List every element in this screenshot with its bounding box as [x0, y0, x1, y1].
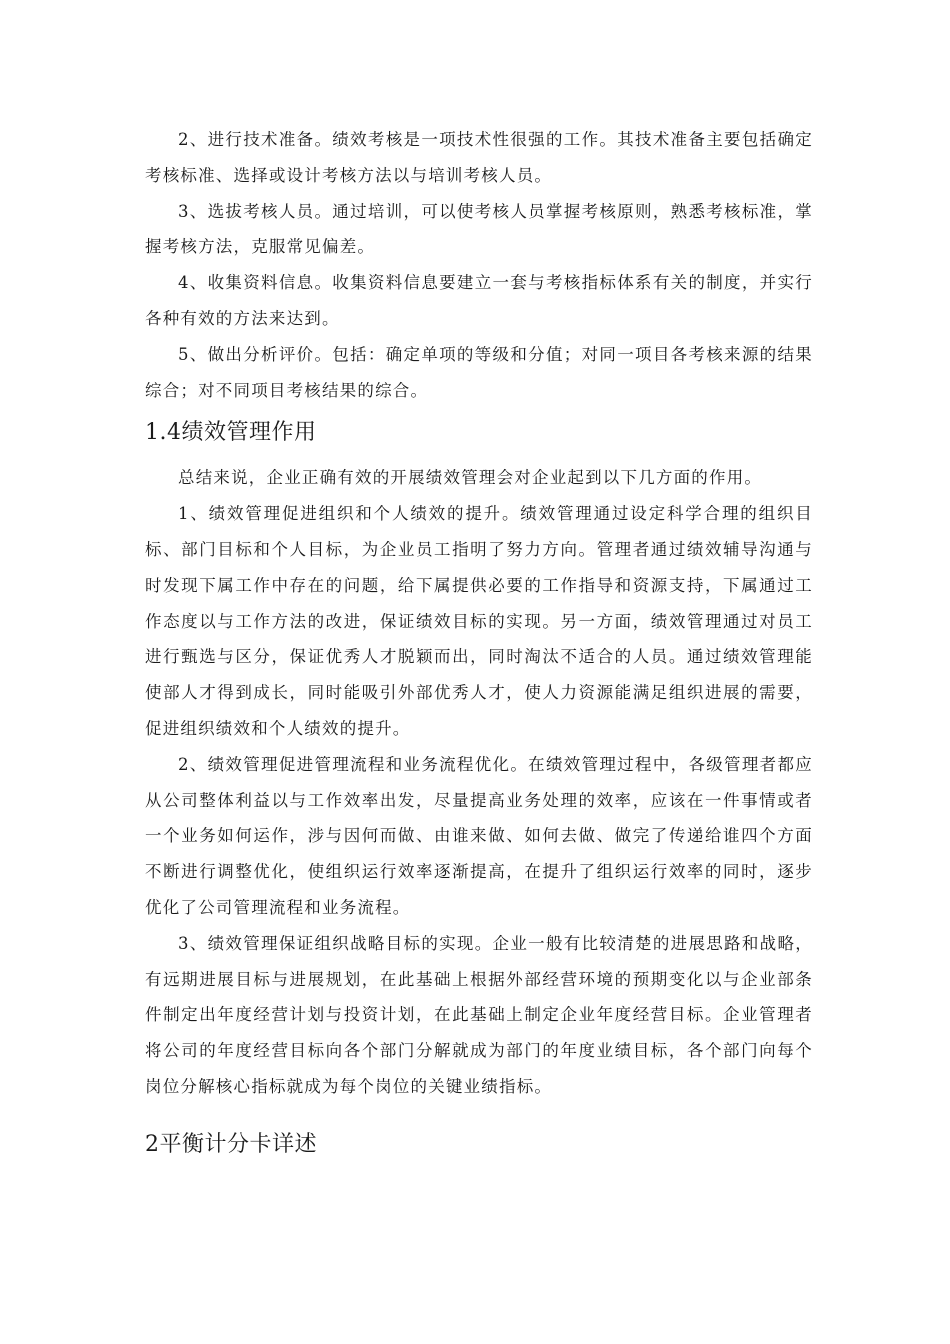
section-heading-1-4: 1.4绩效管理作用 — [145, 420, 317, 446]
paragraph-summary: 总结来说，企业正确有效的开展绩效管理会对企业起到以下几方面的作用。 — [178, 468, 763, 488]
document-page — [145, 122, 813, 1165]
paragraph-process-optimization: 2、绩效管理促进管理流程和业务流程优化。在绩效管理过程中，各级管理者都应从公司整体利益以与工作效率出发，尽量提高业务处理的效率，应该在一件事情或者一个业务如何运作，涉与因何而做、由谁来做、如何去做、做完了传递给谁四个方面不断进行调整优化，使组织运行效率逐渐提高，在提升了组织运行效率的同时，逐步优化了公司管理流程和业务流程。 — [145, 754, 813, 917]
paragraph-collect-information: 4、收集资料信息。收集资料信息要建立一套与考核指标体系有关的制度，并实行各种有效的方法来达到。 — [145, 273, 813, 328]
paragraph-technical-preparation: 2、进行技术准备。绩效考核是一项技术性很强的工作。其技术准备主要包括确定考核标准、选择或设计考核方法以与培训考核人员。 — [145, 130, 813, 185]
section-heading-2: 2平衡计分卡详述 — [145, 1131, 317, 1157]
paragraph-performance-improvement: 1、绩效管理促进组织和个人绩效的提升。绩效管理通过设定科学合理的组织目标、部门目标和个人目标，为企业员工指明了努力方向。管理者通过绩效辅导沟通与时发现下属工作中存在的问题，给下属提供必要的工作指导和资源支持，下属通过工作态度以与工作方法的改进，保证绩效目标的实现。另一方面，绩效管理通过对员工进行甄选与区分，保证优秀人才脱颖而出，同时淘汰不适合的人员。通过绩效管理能使部人才得到成长，同时能吸引外部优秀人才，使人力资源能满足组织进展的需要，促进组织绩效和个人绩效的提升。 — [145, 504, 813, 738]
paragraph-select-assessors: 3、选拔考核人员。通过培训，可以使考核人员掌握考核原则，熟悉考核标准，掌握考核方法，克服常见偏差。 — [145, 201, 813, 257]
paragraph-analysis-evaluation: 5、做出分析评价。包括：确定单项的等级和分值；对同一项目各考核来源的结果综合；对不同项目考核结果的综合。 — [145, 344, 813, 400]
paragraph-strategic-goals: 3、绩效管理保证组织战略目标的实现。企业一般有比较清楚的进展思路和战略，有远期进展目标与进展规划，在此基础上根据外部经营环境的预期变化以与企业部条件制定出年度经营计划与投资计划，在此基础上制定企业年度经营目标。企业管理者将公司的年度经营目标向各个部门分解就成为部门的年度业绩目标，各个部门向每个岗位分解核心指标就成为每个岗位的关键业绩指标。 — [145, 933, 813, 1096]
